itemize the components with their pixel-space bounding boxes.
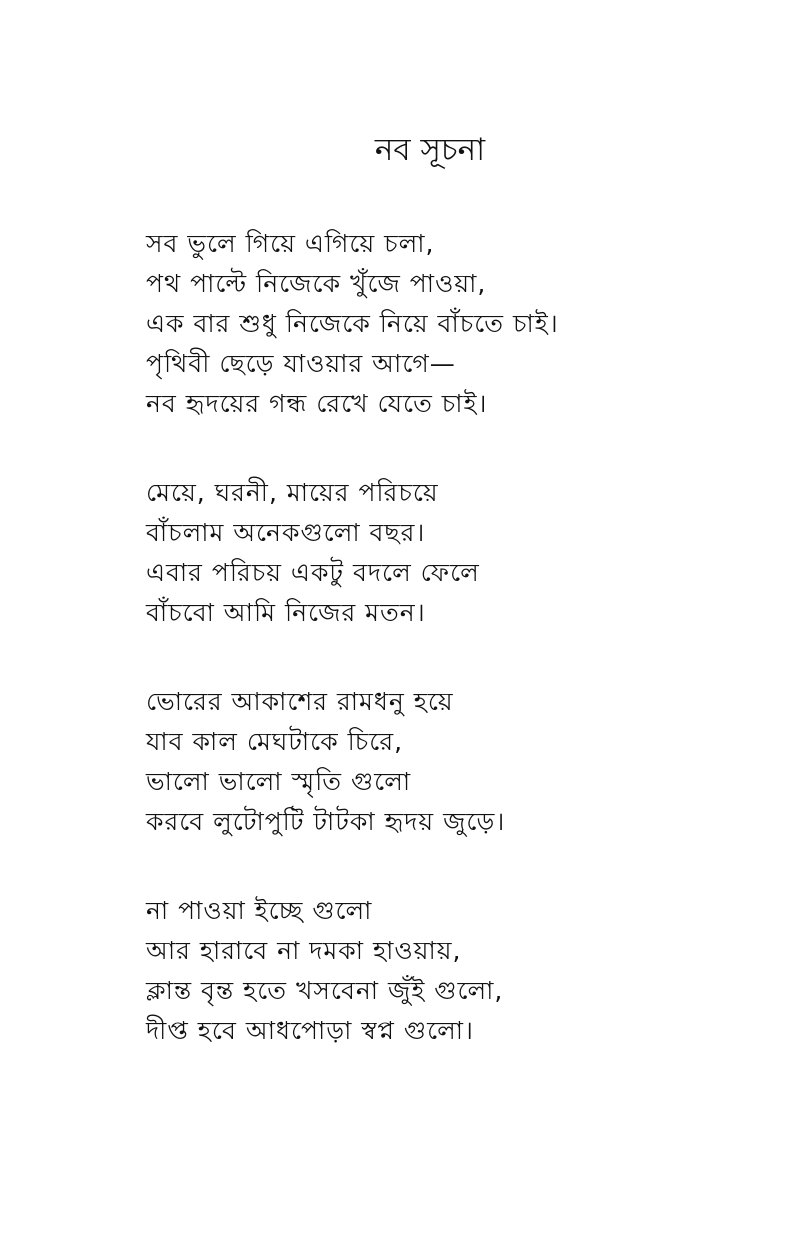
- poem-line: বাঁচবো আমি নিজের মতন।: [146, 598, 426, 627]
- poem-line: বাঁচলাম অনেকগুলো বছর।: [146, 518, 426, 547]
- poem-title: নব সূচনা: [374, 132, 486, 168]
- poem-body: [146, 224, 766, 1100]
- poem-line: এবার পরিচয় একটু বদলে ফেলে: [146, 558, 480, 587]
- stanza-3: [146, 682, 766, 842]
- poem-line: যাব কাল মেঘটাকে চিরে,: [146, 727, 404, 756]
- poem-line: মেয়ে, ঘরনী, মায়ের পরিচয়ে: [146, 478, 439, 507]
- stanza-4: [146, 891, 766, 1051]
- poem-line: এক বার শুধু নিজেকে নিয়ে বাঁচতে চাই।: [146, 309, 559, 338]
- poem-line: না পাওয়া ইচ্ছে গুলো: [146, 896, 373, 925]
- poem-line: ভালো ভালো স্মৃতি গুলো: [146, 767, 412, 796]
- poem-line: আর হারাবে না দমকা হাওয়ায়,: [146, 936, 462, 965]
- poem-line: সব ভুলে গিয়ে এগিয়ে চলা,: [146, 229, 435, 258]
- poem-line: নব হৃদয়ের গন্ধ রেখে যেতে চাই।: [146, 389, 488, 418]
- stanza-2: [146, 473, 766, 633]
- poem-line: ভোরের আকাশের রামধনু হয়ে: [146, 687, 454, 716]
- poem-line: পৃথিবী ছেড়ে যাওয়ার আগে—: [146, 349, 456, 378]
- poem-line: ক্লান্ত বৃন্ত হতে খসবেনা জুঁই গুলো,: [146, 976, 504, 1005]
- stanza-1: [146, 224, 766, 424]
- poem-line: পথ পাল্টে নিজেকে খুঁজে পাওয়া,: [146, 269, 487, 298]
- poem-line: করবে লুটোপুটি টাটকা হৃদয় জুড়ে।: [146, 807, 506, 836]
- poem-line: দীপ্ত হবে আধপোড়া স্বপ্ন গুলো।: [146, 1016, 474, 1045]
